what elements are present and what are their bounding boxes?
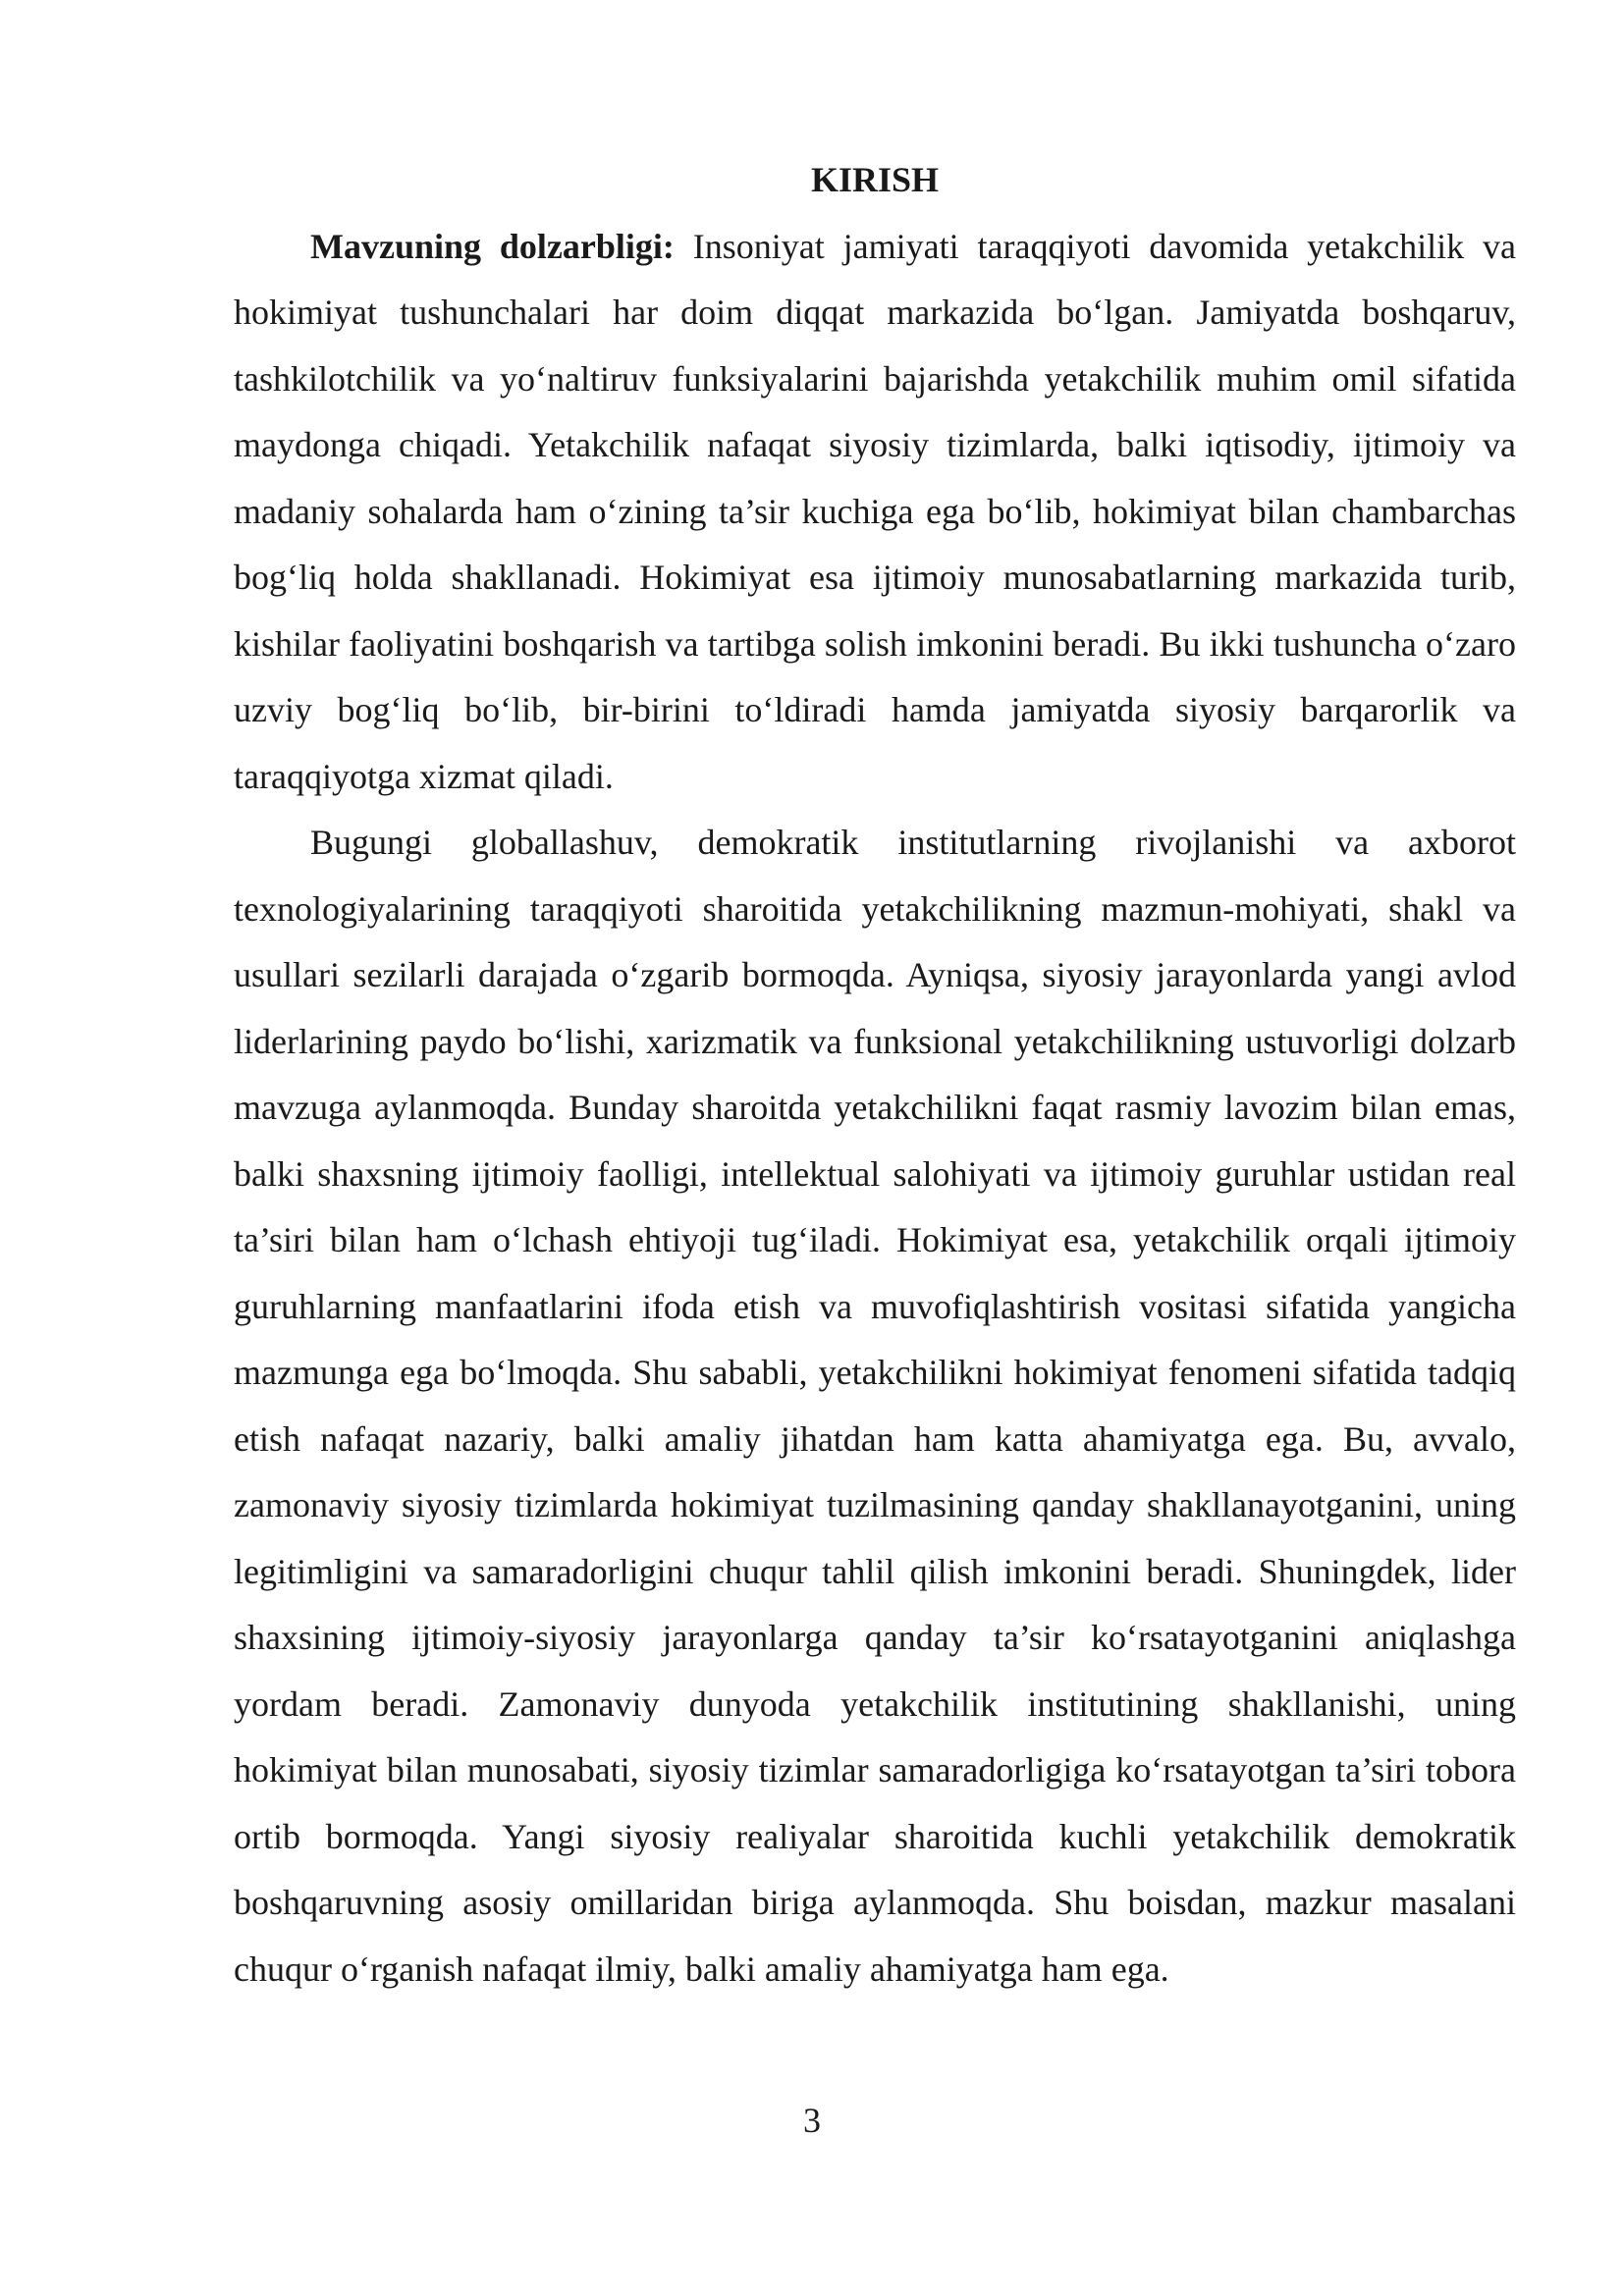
- section-heading: KIRISH: [810, 160, 940, 199]
- paragraph-text: Bugungi globallashuv, demokratik institutlarning rivojlanishi va axborot texnologiyalarining taraqqiyoti sharoitida yetakchilikning mazmun-mohiyati, shakl va usullari sezilarli darajada o‘zgarib bormoqda. Ayniqsa, siyosiy jarayonlarda yangi avlod liderlarining paydo bo‘lishi, xarizmatik va funksional yetakchilikning ustuvorligi dolzarb mavzuga aylanmoqda. Bunday sharoitda yetakchilikni faqat rasmiy lavozim bilan emas, balki shaxsning ijtimoiy faolligi, intellektual salohiyati va ijtimoiy guruhlar ustidan real ta’siri bilan ham o‘lchash ehtiyoji tug‘iladi. Hokimiyat esa, yetakchilik orqali ijtimoiy guruhlarning manfaatlarini ifoda etish va muvofiqlashtirish vositasi sifatida yangicha mazmunga ega bo‘lmoqda. Shu sababli, yetakchilikni hokimiyat fenomeni sifatida tadqiq etish nafaqat nazariy, balki amaliy jihatdan ham katta ahamiyatga ega. Bu, avvalo, zamonaviy siyosiy tizimlarda hokimiyat tuzilmasining qanday shakllanayotganini, uning legitimligini va samaradorligini chuqur tahlil qilish imkonini beradi. Shuningdek, lider shaxsining ijtimoiy-siyosiy jarayonlarga qanday ta’sir ko‘rsatayotganini aniqlashga yordam beradi. Zamonaviy dunyoda yetakchilik institutining shakllanishi, uning hokimiyat bilan munosabati, siyosiy tizimlar samaradorligiga ko‘rsatayotgan ta’siri tobora ortib bormoqda. Yangi siyosiy realiyalar sharoitida kuchli yetakchilik demokratik boshqaruvning asosiy omillaridan biriga aylanmoqda. Shu boisdan, mazkur masalani chuqur o‘rganish nafaqat ilmiy, balki amaliy ahamiyatga ham ega.: [234, 823, 1516, 1989]
- page-content: [234, 147, 1516, 2002]
- paragraph-relevance: [234, 214, 1516, 811]
- paragraph-globalization: [234, 810, 1516, 2002]
- paragraph-text: Insoniyat jamiyati taraqqiyoti davomida yetakchilik va hokimiyat tushunchalari har doim diqqat markazida bo‘lgan. Jamiyatda boshqaruv, tashkilotchilik va yo‘naltiruv funksiyalarini bajarishda yetakchilik muhim omil sifatida maydonga chiqadi. Yetakchilik nafaqat siyosiy tizimlarda, balki iqtisodiy, ijtimoiy va madaniy sohalarda ham o‘zining ta’sir kuchiga ega bo‘lib, hokimiyat bilan chambarchas bog‘liq holda shakllanadi. Hokimiyat esa ijtimoiy munosabatlarning markazida turib, kishilar faoliyatini boshqarish va tartibga solish imkonini beradi. Bu ikki tushuncha o‘zaro uzviy bog‘liq bo‘lib, bir-birini to‘ldiradi hamda jamiyatda siyosiy barqarorlik va taraqqiyotga xizmat qiladi.: [234, 226, 1516, 796]
- page-number: 3: [803, 2101, 821, 2140]
- paragraph-lead: Mavzuning dolzarbligi:: [310, 226, 675, 266]
